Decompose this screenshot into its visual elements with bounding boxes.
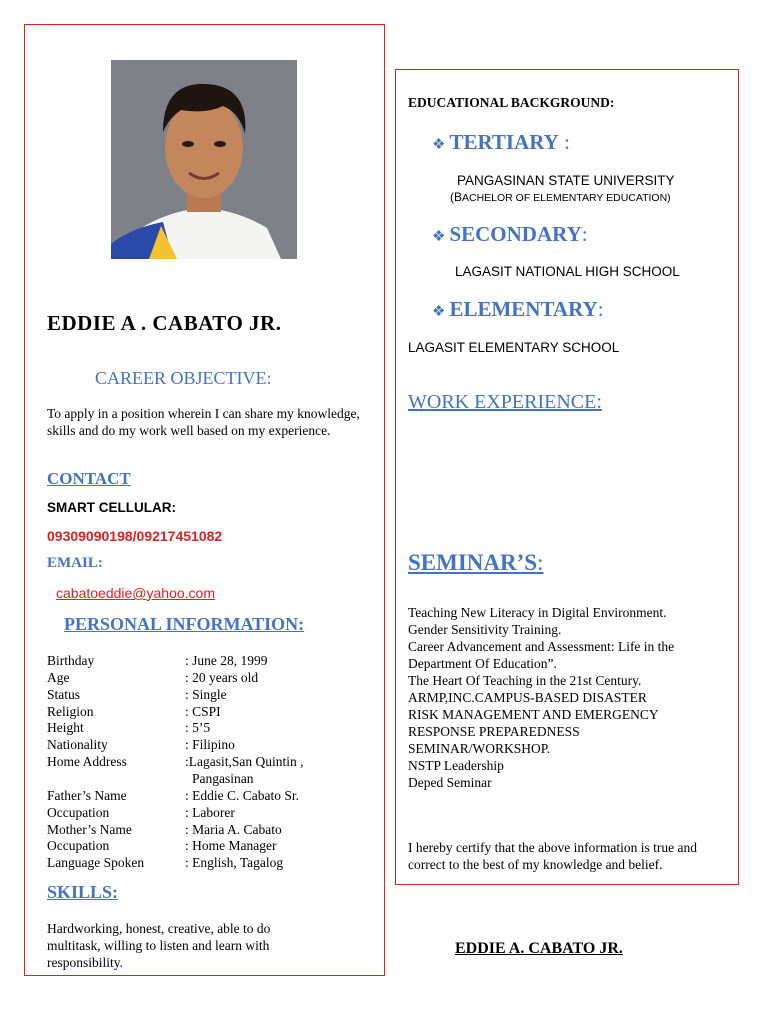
personal-info-row: [47, 854, 367, 871]
seminar-item: Teaching New Literacy in Digital Environment.: [408, 605, 667, 620]
seminar-item: RISK MANAGEMENT AND EMERGENCY: [408, 707, 659, 722]
seminar-item: Gender Sensitivity Training.: [408, 622, 562, 637]
personal-info-row: [47, 821, 367, 838]
personal-info-value: : Maria A. Cabato: [185, 821, 282, 837]
email-link[interactable]: cabatoeddie@yahoo.com: [56, 585, 215, 601]
seminar-item: Deped Seminar: [408, 775, 492, 790]
personal-info-label: Status: [47, 686, 81, 702]
seminar-list: [408, 604, 736, 791]
seminar-item: SEMINAR/WORKSHOP.: [408, 741, 551, 756]
profile-photo: [111, 60, 297, 259]
tertiary-degree: (BACHELOR OF ELEMENTARY EDUCATION): [450, 190, 671, 204]
diamond-bullet-icon: ❖: [432, 229, 446, 245]
email-heading: EMAIL:: [47, 555, 103, 571]
seminar-item: Department Of Education”.: [408, 656, 557, 671]
secondary-school: LAGASIT NATIONAL HIGH SCHOOL: [455, 264, 680, 279]
personal-info-label: Occupation: [47, 838, 110, 854]
seminar-item: Career Advancement and Assessment: Life in the: [408, 639, 675, 654]
smart-cellular-label: SMART CELLULAR:: [47, 500, 176, 515]
certification-text: I hereby certify that the above information is true and correct to the best of my knowledge and belief.: [408, 840, 698, 872]
work-experience-heading: WORK EXPERIENCE:: [408, 391, 602, 413]
personal-info-label: Mother’s Name: [47, 821, 132, 837]
personal-info-label: Religion: [47, 703, 94, 719]
phone-number: 09309090198/09217451082: [47, 528, 223, 544]
seminar-item: NSTP Leadership: [408, 758, 504, 773]
elementary-heading: ❖ ELEMENTARY:: [432, 297, 604, 321]
diamond-bullet-icon: ❖: [432, 304, 446, 320]
personal-info-value: : Home Manager: [185, 838, 277, 854]
personal-info-label: Occupation: [47, 804, 110, 820]
personal-info-row: [47, 703, 367, 720]
personal-info-row: [47, 736, 367, 753]
career-objective-heading: CAREER OBJECTIVE:: [95, 368, 272, 388]
personal-info-value: : Single: [185, 686, 227, 702]
diamond-bullet-icon: ❖: [432, 137, 446, 153]
secondary-heading: ❖ SECONDARY:: [432, 222, 588, 246]
skills-heading: SKILLS:: [47, 882, 119, 902]
seminar-item: ARMP,INC.CAMPUS-BASED DISASTER: [408, 690, 647, 705]
seminar-item: RESPONSE PREPAREDNESS: [408, 724, 580, 739]
education-heading: EDUCATIONAL BACKGROUND:: [408, 95, 615, 110]
skills-text: Hardworking, honest, creative, able to do multitask, willing to listen and learn with responsibility.: [47, 921, 271, 970]
personal-info-value: : Filipino: [185, 737, 235, 753]
contact-heading: CONTACT: [47, 469, 131, 488]
seminar-item: The Heart Of Teaching in the 21st Century.: [408, 673, 642, 688]
personal-info-value: : Laborer: [185, 804, 235, 820]
personal-info-value: Pangasinan: [192, 770, 254, 786]
personal-info-row: [47, 719, 367, 736]
elementary-school: LAGASIT ELEMENTARY SCHOOL: [408, 340, 620, 355]
personal-info-heading: PERSONAL INFORMATION:: [64, 614, 305, 634]
personal-info-label: Nationality: [47, 737, 108, 753]
personal-info-row: [47, 804, 367, 821]
personal-info-value: : 5’5: [185, 720, 211, 736]
personal-info-row: [47, 686, 367, 703]
personal-info-label: Father’s Name: [47, 787, 127, 803]
personal-info-value: : June 28, 1999: [185, 653, 268, 668]
personal-info-row: [47, 753, 367, 770]
tertiary-heading: ❖ TERTIARY :: [432, 130, 570, 154]
personal-info-value: :Lagasit,San Quintin ,: [185, 754, 304, 770]
personal-info-label: Language Spoken: [47, 855, 145, 871]
candidate-name: EDDIE A . CABATO JR.: [47, 311, 282, 335]
personal-info-value: : CSPI: [185, 703, 221, 719]
personal-info-label: Age: [47, 669, 70, 685]
personal-info-row: [47, 787, 367, 804]
personal-info-row: [47, 652, 367, 669]
tertiary-school: PANGASINAN STATE UNIVERSITY: [457, 173, 675, 188]
personal-info-row: [47, 669, 367, 686]
personal-info-row: [47, 837, 367, 854]
career-objective-text: To apply in a position wherein I can share my knowledge, skills and do my work well based on my experience.: [47, 406, 360, 438]
personal-info-value: : English, Tagalog: [185, 855, 284, 871]
signature-name: EDDIE A. CABATO JR.: [455, 940, 623, 957]
personal-info-value: : 20 years old: [185, 669, 259, 685]
personal-info-label: Home Address: [47, 754, 127, 770]
seminars-heading: SEMINAR’S:: [408, 550, 544, 575]
personal-info-value: : Eddie C. Cabato Sr.: [185, 787, 299, 803]
personal-info-label: Height: [47, 720, 84, 736]
personal-info-row: [47, 770, 367, 787]
personal-info-label: Birthday: [47, 653, 95, 668]
